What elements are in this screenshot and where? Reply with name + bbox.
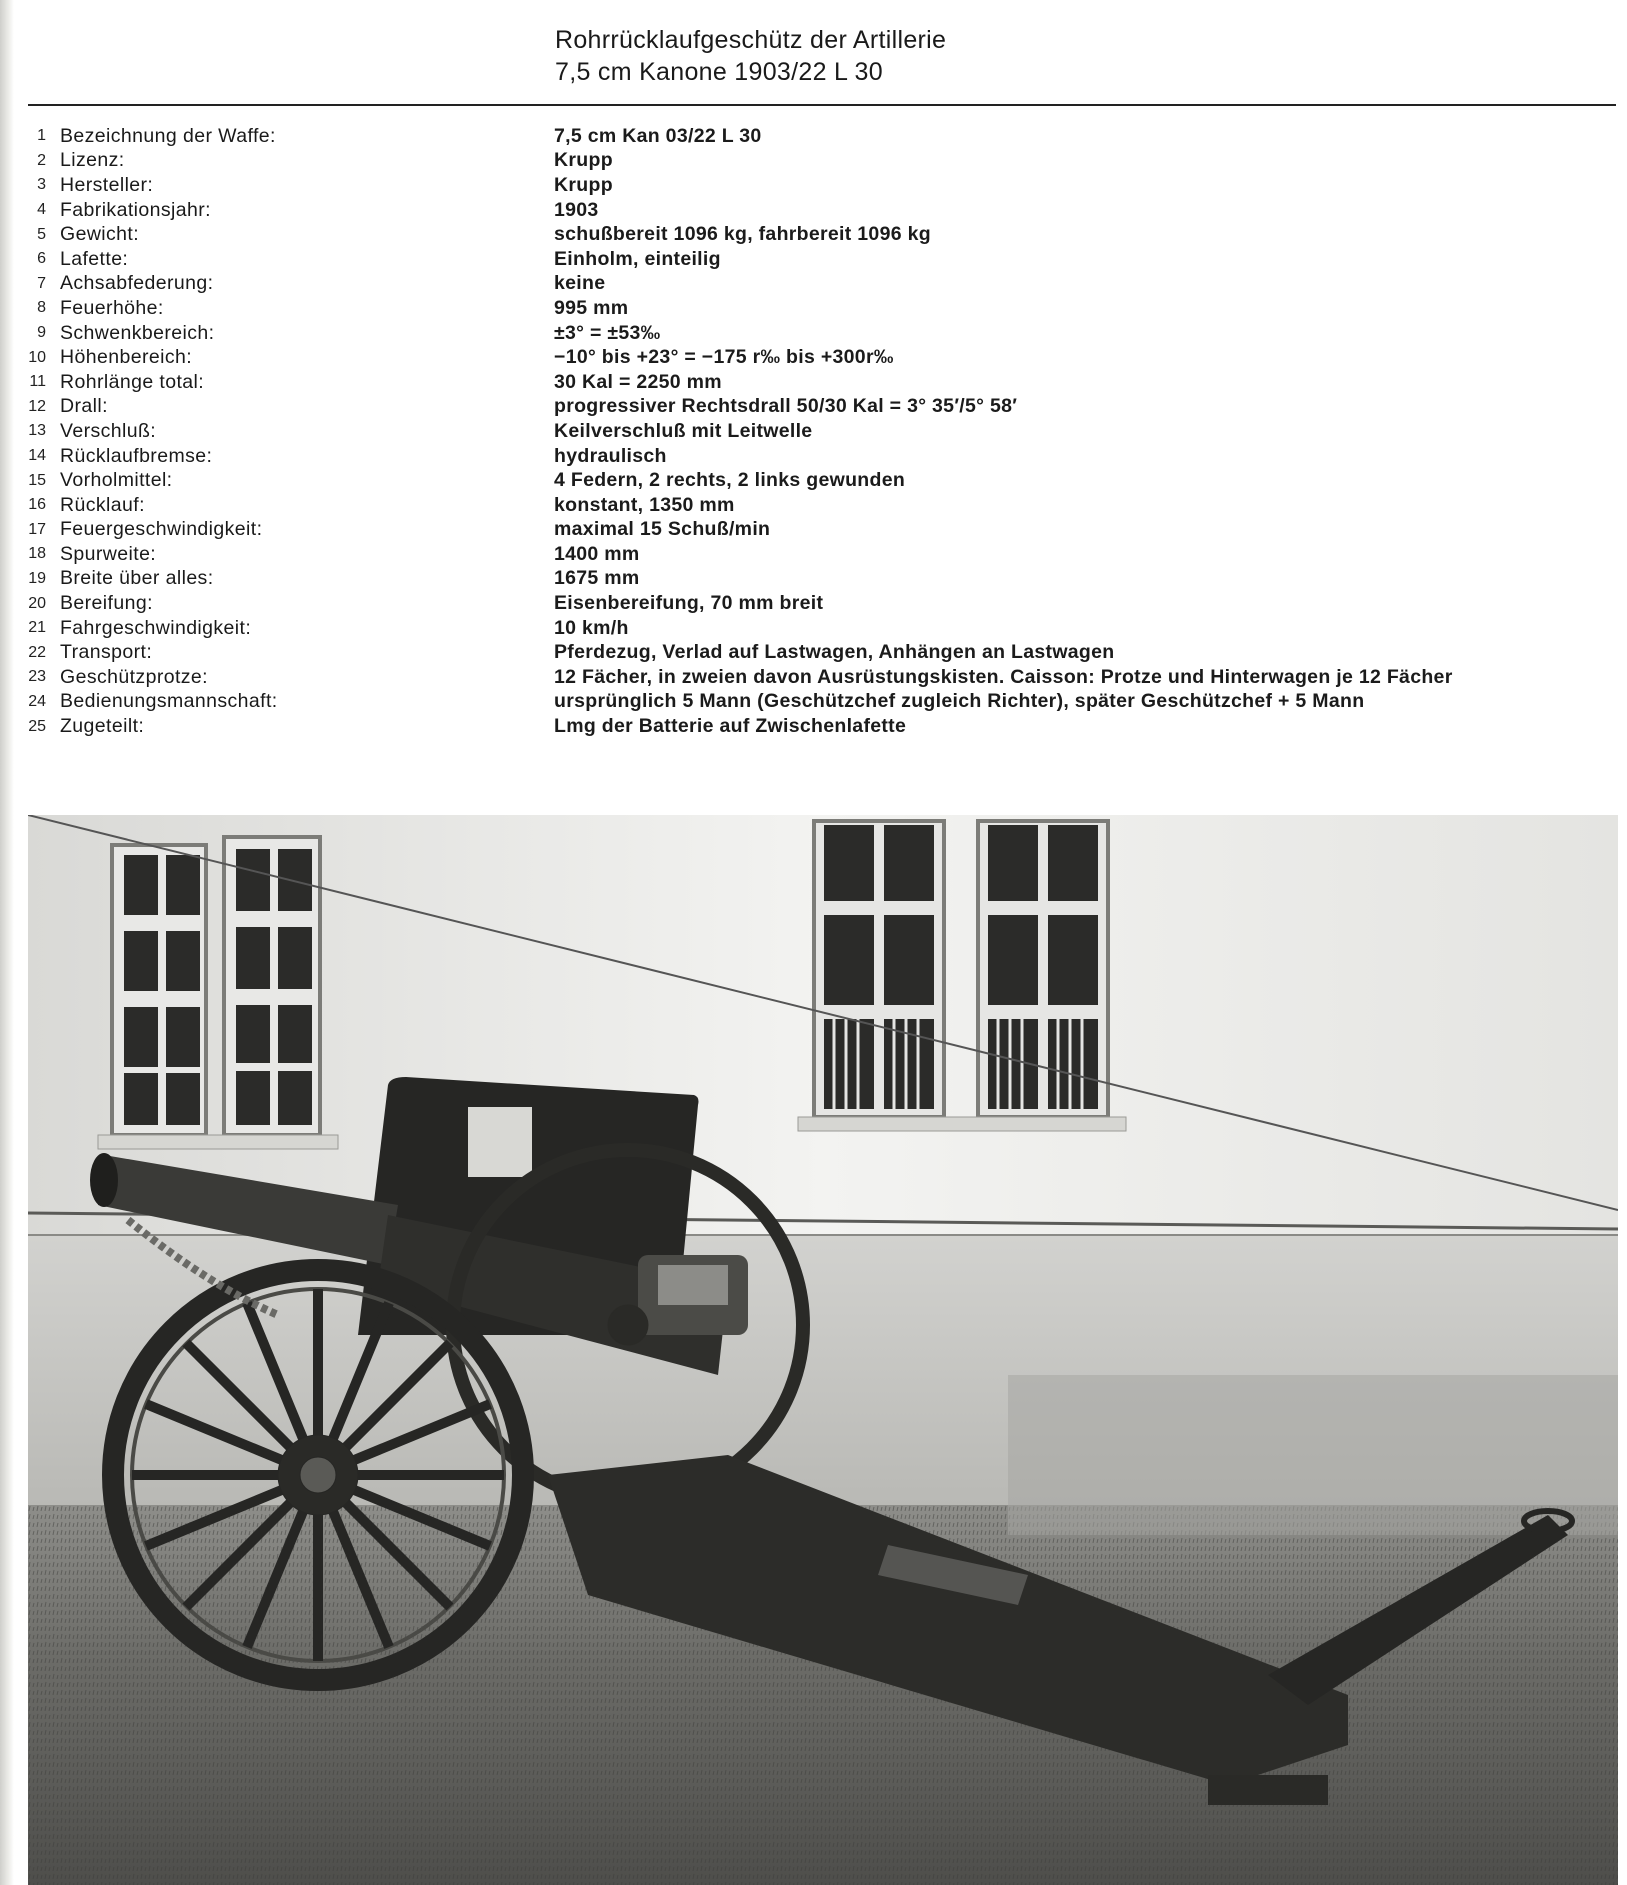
page-title xyxy=(555,24,946,88)
spec-row xyxy=(26,247,1606,272)
spec-label: Zugeteilt: xyxy=(60,715,145,738)
spec-value: Lmg der Batterie auf Zwischenlafette xyxy=(554,715,907,738)
spec-row xyxy=(26,518,1606,543)
spec-row xyxy=(26,567,1606,592)
title-line-2: 7,5 cm Kanone 1903/22 L 30 xyxy=(555,58,883,86)
spec-row xyxy=(26,296,1606,321)
spec-label: Vorholmittel: xyxy=(60,469,173,492)
spec-value: −10° bis +23° = −175 r‰ bis +300r‰ xyxy=(554,346,894,369)
spec-value: 1675 mm xyxy=(554,567,640,590)
spec-value: Krupp xyxy=(554,173,613,196)
spec-label: Feuerhöhe: xyxy=(60,296,164,319)
spec-number: 19 xyxy=(28,569,46,587)
spec-number: 5 xyxy=(37,225,46,243)
spec-row xyxy=(26,395,1606,420)
spec-number: 1 xyxy=(37,127,46,145)
spec-number: 2 xyxy=(37,151,46,169)
spec-label: Achsabfederung: xyxy=(60,272,214,295)
spec-label: Rohrlänge total: xyxy=(60,370,205,393)
spec-number: 7 xyxy=(37,274,46,292)
spec-row xyxy=(26,616,1606,641)
spec-number: 13 xyxy=(28,422,46,440)
spec-value: 995 mm xyxy=(554,296,629,319)
spec-number: 16 xyxy=(28,496,46,514)
spec-label: Höhenbereich: xyxy=(60,346,193,369)
spec-row xyxy=(26,468,1606,493)
spec-row xyxy=(26,493,1606,518)
spec-row xyxy=(26,173,1606,198)
spec-number: 24 xyxy=(28,692,46,710)
spec-number: 20 xyxy=(28,594,46,612)
spec-row xyxy=(26,714,1606,739)
spec-value: ursprünglich 5 Mann (Geschützchef zugleich Richter), später Geschützchef + 5 Mann xyxy=(554,690,1365,713)
spec-row xyxy=(26,321,1606,346)
spec-label: Transport: xyxy=(60,641,153,664)
spec-label: Fabrikationsjahr: xyxy=(60,198,211,221)
spec-value: 4 Federn, 2 rechts, 2 links gewunden xyxy=(554,469,906,492)
spec-row xyxy=(26,222,1606,247)
spec-number: 4 xyxy=(37,201,46,219)
specification-list xyxy=(26,124,1606,739)
spec-number: 17 xyxy=(28,520,46,538)
cannon-photograph xyxy=(28,815,1618,1885)
spec-label: Feuergeschwindigkeit: xyxy=(60,518,263,541)
spec-row xyxy=(26,640,1606,665)
title-line-1: Rohrrücklaufgeschütz der Artillerie xyxy=(555,26,947,54)
spec-row xyxy=(26,370,1606,395)
spec-value: Krupp xyxy=(554,149,613,172)
spec-row xyxy=(26,345,1606,370)
spec-number: 25 xyxy=(28,717,46,735)
spec-value: 12 Fächer, in zweien davon Ausrüstungskisten. Caisson: Protze und Hinterwagen je 12 Fächer xyxy=(554,665,1453,688)
spec-row xyxy=(26,419,1606,444)
spec-value: schußbereit 1096 kg, fahrbereit 1096 kg xyxy=(554,223,931,246)
spec-value: 10 km/h xyxy=(554,616,629,639)
spec-label: Verschluß: xyxy=(60,419,157,442)
spec-number: 6 xyxy=(37,250,46,268)
spec-number: 8 xyxy=(37,299,46,317)
spec-number: 10 xyxy=(28,348,46,366)
spec-number: 22 xyxy=(28,643,46,661)
spec-label: Geschützprotze: xyxy=(60,665,208,688)
spec-value: 1400 mm xyxy=(554,542,640,565)
spec-value: Keilverschluß mit Leitwelle xyxy=(554,419,813,442)
spec-row xyxy=(26,198,1606,223)
spec-label: Bereifung: xyxy=(60,592,153,615)
spec-label: Bedienungsmannschaft: xyxy=(60,690,278,713)
spec-label: Bezeichnung der Waffe: xyxy=(60,124,276,147)
spec-value: 1903 xyxy=(554,198,599,221)
spec-row xyxy=(26,690,1606,715)
spec-label: Breite über alles: xyxy=(60,567,214,590)
spec-value: Einholm, einteilig xyxy=(554,247,721,270)
spec-value: konstant, 1350 mm xyxy=(554,493,735,516)
spec-value: keine xyxy=(554,272,606,295)
spec-number: 21 xyxy=(28,619,46,637)
spec-value: 30 Kal = 2250 mm xyxy=(554,370,722,393)
spec-row xyxy=(26,149,1606,174)
spec-number: 15 xyxy=(28,471,46,489)
spec-row xyxy=(26,124,1606,149)
spec-number: 23 xyxy=(28,668,46,686)
spec-label: Lafette: xyxy=(60,247,129,270)
spec-number: 12 xyxy=(28,397,46,415)
spec-number: 9 xyxy=(37,324,46,342)
spec-row xyxy=(26,272,1606,297)
spec-label: Drall: xyxy=(60,395,108,418)
spec-value: progressiver Rechtsdrall 50/30 Kal = 3° 35′/5° 58′ xyxy=(554,395,1018,418)
spec-number: 18 xyxy=(28,545,46,563)
spec-label: Schwenkbereich: xyxy=(60,321,215,344)
spec-label: Lizenz: xyxy=(60,149,125,172)
spec-value: Pferdezug, Verlad auf Lastwagen, Anhängen an Lastwagen xyxy=(554,641,1115,664)
spec-label: Spurweite: xyxy=(60,542,157,565)
page-edge-shadow xyxy=(0,0,14,1885)
spec-row xyxy=(26,665,1606,690)
spec-value: maximal 15 Schuß/min xyxy=(554,518,771,541)
spec-label: Hersteller: xyxy=(60,173,154,196)
wheel-front xyxy=(113,1270,523,1680)
spec-number: 14 xyxy=(28,447,46,465)
spec-row xyxy=(26,591,1606,616)
spec-value: ±3° = ±53‰ xyxy=(554,321,661,344)
spec-label: Gewicht: xyxy=(60,223,140,246)
spec-label: Rücklaufbremse: xyxy=(60,444,213,467)
spec-row xyxy=(26,444,1606,469)
spec-number: 11 xyxy=(29,373,46,391)
spec-number: 3 xyxy=(37,176,46,194)
spec-label: Fahrgeschwindigkeit: xyxy=(60,616,252,639)
spec-value: hydraulisch xyxy=(554,444,667,467)
title-divider xyxy=(28,104,1616,106)
spec-label: Rücklauf: xyxy=(60,493,145,516)
spec-value: 7,5 cm Kan 03/22 L 30 xyxy=(554,124,762,147)
spec-row xyxy=(26,542,1606,567)
spec-value: Eisenbereifung, 70 mm breit xyxy=(554,592,824,615)
